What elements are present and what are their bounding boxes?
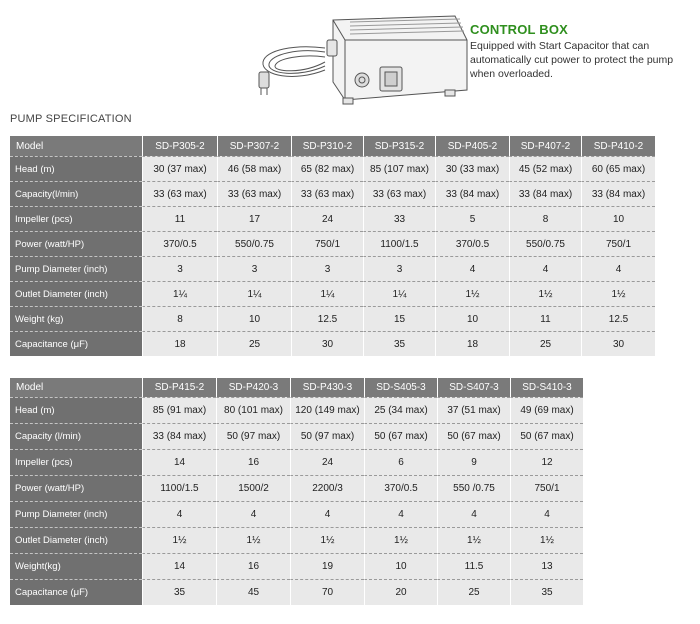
- table-cell: 18: [142, 331, 217, 356]
- table-cell: 550/0.75: [217, 231, 291, 256]
- table-cell: 370/0.5: [364, 475, 437, 501]
- table-cell: 25: [217, 331, 291, 356]
- table-cell: 33 (63 max): [363, 181, 435, 206]
- table-cell: 3: [291, 256, 363, 281]
- table-cell: 85 (91 max): [142, 397, 216, 423]
- table-cell: 1¼: [142, 281, 217, 306]
- table-cell: 16: [216, 553, 290, 579]
- row-label: Head (m): [10, 397, 142, 423]
- table-cell: 13: [510, 553, 583, 579]
- table-cell: 1¼: [291, 281, 363, 306]
- table-cell: 45 (52 max): [509, 156, 581, 181]
- table-cell: 30 (37 max): [142, 156, 217, 181]
- table-row: [10, 331, 655, 356]
- table-cell: 50 (67 max): [437, 423, 510, 449]
- row-label: Pump Diameter (inch): [10, 501, 142, 527]
- table-cell: 18: [435, 331, 509, 356]
- row-label: Capacitance (μF): [10, 579, 142, 605]
- table-cell: 2200/3: [290, 475, 364, 501]
- model-column-header: SD-P405-2: [435, 136, 509, 156]
- table-cell: 370/0.5: [142, 231, 217, 256]
- model-column-header: SD-P420-3: [216, 378, 290, 397]
- table-cell: 35: [363, 331, 435, 356]
- table-cell: 65 (82 max): [291, 156, 363, 181]
- row-label: Outlet Diameter (inch): [10, 281, 142, 306]
- table-row: [10, 181, 655, 206]
- table-cell: 4: [437, 501, 510, 527]
- table-cell: 550/0.75: [509, 231, 581, 256]
- table-row: [10, 231, 655, 256]
- table-row: [10, 423, 583, 449]
- row-label: Weight (kg): [10, 306, 142, 331]
- table-cell: 25 (34 max): [364, 397, 437, 423]
- table-cell: 33 (84 max): [435, 181, 509, 206]
- table-cell: 14: [142, 449, 216, 475]
- table-cell: 24: [291, 206, 363, 231]
- table-cell: 11.5: [437, 553, 510, 579]
- table-cell: 3: [142, 256, 217, 281]
- table-cell: 16: [216, 449, 290, 475]
- spec-table-2: [10, 378, 583, 605]
- model-column-header: SD-S405-3: [364, 378, 437, 397]
- table-cell: 33 (84 max): [509, 181, 581, 206]
- row-label: Impeller (pcs): [10, 449, 142, 475]
- model-column-header: SD-P415-2: [142, 378, 216, 397]
- table-cell: 15: [363, 306, 435, 331]
- table-cell: 80 (101 max): [216, 397, 290, 423]
- table-cell: 25: [437, 579, 510, 605]
- table-cell: 4: [290, 501, 364, 527]
- table-cell: 1½: [581, 281, 655, 306]
- table-cell: 50 (67 max): [364, 423, 437, 449]
- table-cell: 50 (97 max): [216, 423, 290, 449]
- table-cell: 25: [509, 331, 581, 356]
- model-column-header: SD-P410-2: [581, 136, 655, 156]
- table-row: [10, 206, 655, 231]
- table-cell: 33: [363, 206, 435, 231]
- table-cell: 45: [216, 579, 290, 605]
- table-cell: 1½: [509, 281, 581, 306]
- table-cell: 46 (58 max): [217, 156, 291, 181]
- table-row: [10, 579, 583, 605]
- table-cell: 1½: [216, 527, 290, 553]
- table-cell: 1½: [142, 527, 216, 553]
- table-cell: 1500/2: [216, 475, 290, 501]
- table-cell: 4: [142, 501, 216, 527]
- table-cell: 33 (63 max): [291, 181, 363, 206]
- table-cell: 370/0.5: [435, 231, 509, 256]
- model-header-label: Model: [10, 136, 142, 156]
- row-label: Impeller (pcs): [10, 206, 142, 231]
- table-cell: 1¼: [217, 281, 291, 306]
- table-row: [10, 306, 655, 331]
- table-row: [10, 553, 583, 579]
- table-cell: 33 (84 max): [581, 181, 655, 206]
- table-cell: 1½: [364, 527, 437, 553]
- table-cell: 4: [509, 256, 581, 281]
- table-row: [10, 156, 655, 181]
- table-cell: 10: [581, 206, 655, 231]
- table-cell: 17: [217, 206, 291, 231]
- table-row: [10, 501, 583, 527]
- table-cell: 4: [216, 501, 290, 527]
- table-cell: 35: [142, 579, 216, 605]
- table-cell: 30: [581, 331, 655, 356]
- row-label: Power (watt/HP): [10, 475, 142, 501]
- table-cell: 10: [364, 553, 437, 579]
- spec-table-1: [10, 136, 655, 356]
- table-cell: 3: [363, 256, 435, 281]
- row-label: Outlet Diameter (inch): [10, 527, 142, 553]
- row-label: Weight(kg): [10, 553, 142, 579]
- table-cell: 12.5: [291, 306, 363, 331]
- table-cell: 1½: [435, 281, 509, 306]
- table-cell: 4: [435, 256, 509, 281]
- table-cell: 10: [217, 306, 291, 331]
- model-column-header: SD-P307-2: [217, 136, 291, 156]
- control-box-illustration: [255, 10, 470, 110]
- model-column-header: SD-P315-2: [363, 136, 435, 156]
- table-cell: 3: [217, 256, 291, 281]
- table-cell: 8: [142, 306, 217, 331]
- table-cell: 120 (149 max): [290, 397, 364, 423]
- table-cell: 33 (84 max): [142, 423, 216, 449]
- table-row: [10, 256, 655, 281]
- row-label: Capacitance (μF): [10, 331, 142, 356]
- table-cell: 1½: [290, 527, 364, 553]
- table-cell: 11: [142, 206, 217, 231]
- table-cell: 6: [364, 449, 437, 475]
- model-column-header: SD-P407-2: [509, 136, 581, 156]
- model-column-header: SD-S407-3: [437, 378, 510, 397]
- table-cell: 10: [435, 306, 509, 331]
- table-cell: 24: [290, 449, 364, 475]
- table-cell: 50 (97 max): [290, 423, 364, 449]
- table-cell: 14: [142, 553, 216, 579]
- table-row: [10, 397, 583, 423]
- table-cell: 85 (107 max): [363, 156, 435, 181]
- control-box-description: Equipped with Start Capacitor that can automatically cut power to protect the pump when overloaded.: [470, 40, 674, 80]
- table-cell: 750/1: [510, 475, 583, 501]
- row-label: Capacity (l/min): [10, 423, 142, 449]
- table-cell: 1½: [510, 527, 583, 553]
- table-cell: 11: [509, 306, 581, 331]
- row-label: Capacity(l/min): [10, 181, 142, 206]
- table-cell: 33 (63 max): [217, 181, 291, 206]
- table-row: [10, 475, 583, 501]
- table-cell: 50 (67 max): [510, 423, 583, 449]
- table-cell: 9: [437, 449, 510, 475]
- model-column-header: SD-P430-3: [290, 378, 364, 397]
- pump-specification-heading: PUMP SPECIFICATION: [10, 113, 132, 125]
- row-label: Power (watt/HP): [10, 231, 142, 256]
- table-cell: 30: [291, 331, 363, 356]
- table-cell: 750/1: [581, 231, 655, 256]
- table-cell: 4: [581, 256, 655, 281]
- row-label: Head (m): [10, 156, 142, 181]
- model-header-label: Model: [10, 378, 142, 397]
- table-cell: 5: [435, 206, 509, 231]
- table-cell: 60 (65 max): [581, 156, 655, 181]
- table-cell: 8: [509, 206, 581, 231]
- table-cell: 70: [290, 579, 364, 605]
- table-cell: 750/1: [291, 231, 363, 256]
- table-cell: 35: [510, 579, 583, 605]
- table-cell: 37 (51 max): [437, 397, 510, 423]
- table-cell: 19: [290, 553, 364, 579]
- control-box-title: CONTROL BOX: [470, 22, 569, 37]
- table-cell: 4: [364, 501, 437, 527]
- model-column-header: SD-P305-2: [142, 136, 217, 156]
- table-cell: 4: [510, 501, 583, 527]
- table-cell: 12.5: [581, 306, 655, 331]
- model-column-header: SD-P310-2: [291, 136, 363, 156]
- table-cell: 1¼: [363, 281, 435, 306]
- table-cell: 1100/1.5: [142, 475, 216, 501]
- row-label: Pump Diameter (inch): [10, 256, 142, 281]
- table-cell: 20: [364, 579, 437, 605]
- table-cell: 30 (33 max): [435, 156, 509, 181]
- model-column-header: SD-S410-3: [510, 378, 583, 397]
- table-row: [10, 281, 655, 306]
- table-cell: 1½: [437, 527, 510, 553]
- table-cell: 12: [510, 449, 583, 475]
- table-row: [10, 449, 583, 475]
- table-cell: 1100/1.5: [363, 231, 435, 256]
- table-cell: 49 (69 max): [510, 397, 583, 423]
- table-cell: 33 (63 max): [142, 181, 217, 206]
- table-row: [10, 527, 583, 553]
- table-cell: 550 /0.75: [437, 475, 510, 501]
